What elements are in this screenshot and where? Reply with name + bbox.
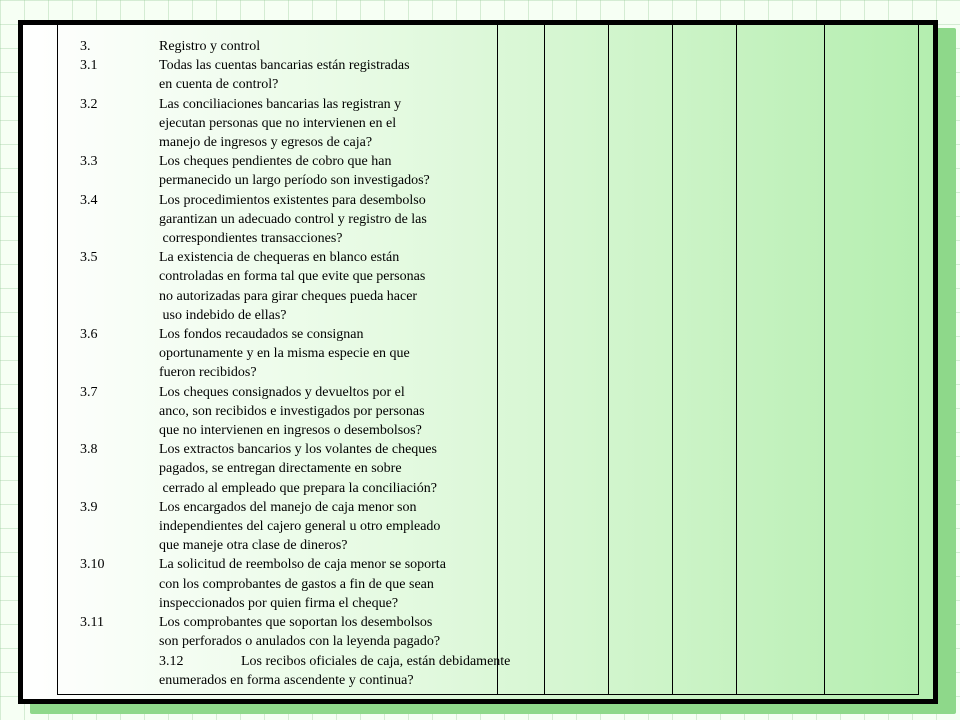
item-line: Los cheques pendientes de cobro que han (159, 154, 392, 170)
last-item-continuation (80, 671, 600, 690)
item-line: pagados, se entregan directamente en sobre (159, 461, 402, 477)
checklist-item-continuation (80, 632, 600, 651)
column-divider (672, 25, 673, 695)
item-number (80, 459, 159, 478)
column-divider (736, 25, 737, 695)
item-line: Los cheques consignados y devueltos por el (159, 384, 405, 400)
item-line: independientes del cajero general u otro empleado (159, 519, 441, 535)
column-divider (608, 25, 609, 695)
item-number (80, 287, 159, 306)
checklist-item-continuation (80, 517, 600, 536)
indent (80, 652, 159, 671)
item-line: uso indebido de ellas? (159, 307, 287, 323)
item-line: Todas las cuentas bancarias están registradas (159, 58, 410, 74)
item-number (80, 344, 159, 363)
item-number: 3.1 (80, 58, 98, 74)
checklist-item-continuation (80, 229, 600, 248)
checklist-item (80, 95, 600, 114)
item-number: 3.6 (80, 327, 98, 343)
item-number (80, 421, 159, 440)
item-number: 3.4 (80, 192, 98, 208)
checklist-item-continuation (80, 459, 600, 478)
item-number (80, 632, 159, 651)
item-line: Los procedimientos existentes para desembolso (159, 192, 426, 208)
item-line: correspondientes transacciones? (159, 231, 343, 247)
item-line: con los comprobantes de gastos a fin de que sean (159, 576, 434, 592)
checklist-item-continuation (80, 133, 600, 152)
item-line: permanecido un largo período son investigados? (159, 173, 430, 189)
item-line: oportunamente y en la misma especie en que (159, 346, 410, 362)
item-number (80, 402, 159, 421)
item-number (80, 171, 159, 190)
checklist-item (80, 440, 600, 459)
checklist-item-continuation (80, 114, 600, 133)
item-line: anco, son recibidos e investigados por personas (159, 403, 425, 419)
item-line: inspeccionados por quien firma el cheque? (159, 595, 399, 611)
section-title: Registro y control (159, 39, 261, 54)
checklist-item-continuation (80, 210, 600, 229)
checklist-item-continuation (80, 363, 600, 382)
item-number: 3.5 (80, 250, 98, 266)
item-number (80, 133, 159, 152)
item-line: Los extractos bancarios y los volantes de cheques (159, 442, 437, 458)
checklist-item (80, 56, 600, 75)
checklist-item (80, 152, 600, 171)
section-number: 3. (80, 39, 91, 54)
item-number: 3.10 (80, 557, 105, 573)
section-heading (80, 37, 600, 56)
checklist-item-continuation (80, 306, 600, 325)
checklist-item-continuation (80, 75, 600, 94)
item-number: 3.12 (159, 653, 184, 669)
item-number: 3.2 (80, 96, 98, 112)
item-line: controladas en forma tal que evite que personas (159, 269, 426, 285)
checklist-item-continuation (80, 402, 600, 421)
item-line: Los recibos oficiales de caja, están debidamente (241, 653, 511, 669)
item-line: cerrado al empleado que prepara la conciliación? (159, 480, 437, 496)
column-divider (824, 25, 825, 695)
checklist-item-continuation (80, 421, 600, 440)
item-number (80, 267, 159, 286)
item-number (80, 479, 159, 498)
checklist-items (80, 56, 600, 651)
item-number (80, 363, 159, 382)
item-line: en cuenta de control? (159, 77, 279, 93)
item-number (80, 229, 159, 248)
checklist-item (80, 383, 600, 402)
last-item (80, 652, 600, 671)
item-line: Los comprobantes que soportan los desembolsos (159, 615, 433, 631)
item-line: que maneje otra clase de dineros? (159, 538, 348, 554)
item-number (80, 306, 159, 325)
item-number (80, 536, 159, 555)
checklist-item-continuation (80, 287, 600, 306)
item-line: garantizan un adecuado control y registro de las (159, 211, 427, 227)
item-number: 3.7 (80, 384, 98, 400)
item-line: son perforados o anulados con la leyenda pagado? (159, 634, 441, 650)
checklist-item-continuation (80, 594, 600, 613)
item-number: 3.8 (80, 442, 98, 458)
checklist-item-continuation (80, 267, 600, 286)
item-number (80, 594, 159, 613)
item-line: La solicitud de reembolso de caja menor se soporta (159, 557, 446, 573)
item-line: manejo de ingresos y egresos de caja? (159, 135, 373, 151)
checklist-content (80, 37, 600, 690)
item-line: La existencia de chequeras en blanco están (159, 250, 400, 266)
checklist-item-continuation (80, 536, 600, 555)
item-line: ejecutan personas que no intervienen en el (159, 115, 397, 131)
item-number (80, 75, 159, 94)
item-line: Los fondos recaudados se consignan (159, 327, 364, 343)
item-line: Las conciliaciones bancarias las registran y (159, 96, 402, 112)
item-line: Los encargados del manejo de caja menor son (159, 499, 417, 515)
checklist-item (80, 325, 600, 344)
checklist-item (80, 191, 600, 210)
item-number: 3.9 (80, 499, 98, 515)
item-line: enumerados en forma ascendente y continua? (159, 672, 414, 688)
indent (80, 671, 159, 690)
item-number (80, 517, 159, 536)
checklist-item-continuation (80, 479, 600, 498)
item-number (80, 210, 159, 229)
item-number: 3.11 (80, 615, 104, 631)
item-line: fueron recibidos? (159, 365, 257, 381)
checklist-item-continuation (80, 344, 600, 363)
checklist-item (80, 248, 600, 267)
item-number (80, 575, 159, 594)
checklist-item-continuation (80, 575, 600, 594)
checklist-item (80, 498, 600, 517)
item-number: 3.3 (80, 154, 98, 170)
item-line: no autorizadas para girar cheques pueda hacer (159, 288, 418, 304)
item-number (80, 114, 159, 133)
checklist-item (80, 555, 600, 574)
checklist-item-continuation (80, 171, 600, 190)
item-line: que no intervienen en ingresos o desembolsos? (159, 423, 422, 439)
checklist-item (80, 613, 600, 632)
